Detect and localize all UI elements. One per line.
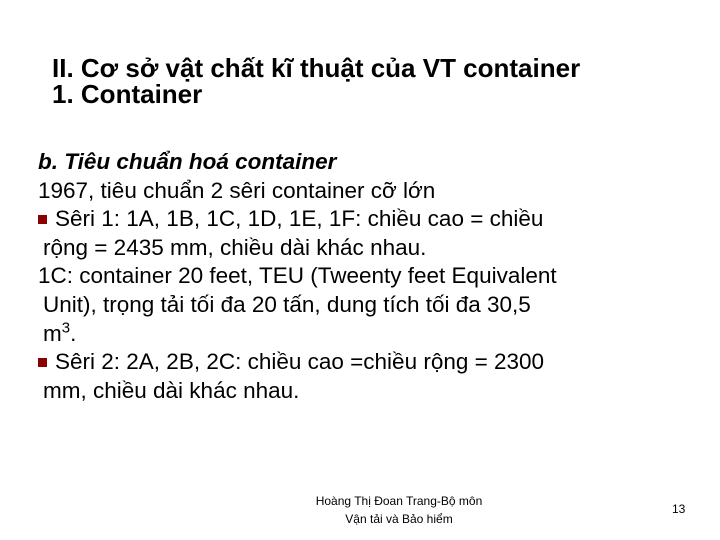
bullet-item-2: [38, 348, 698, 377]
square-bullet-icon: [38, 358, 47, 367]
slide-body: [38, 148, 698, 405]
unit-tail: .: [70, 320, 77, 346]
paragraph-2-line-1: 1C: container 20 feet, TEU (Tweenty feet Equivalent: [38, 263, 557, 289]
subheading: b. Tiêu chuẩn hoá container: [38, 149, 337, 174]
footer-line-2: Vận tải và Bảo hiểm: [345, 512, 453, 526]
unit-superscript: 3: [61, 319, 71, 337]
bullet-1-text: Sêri 1: 1A, 1B, 1C, 1D, 1E, 1F: chiều cao = chiều: [55, 206, 544, 232]
title-line-2: 1. Container: [52, 79, 203, 109]
intro-line: 1967, tiêu chuẩn 2 sêri container cỡ lớn: [38, 177, 436, 203]
square-bullet-icon: [38, 215, 47, 224]
title-line-1: II. Cơ sở vật chất kĩ thuật của VT container: [52, 53, 581, 83]
paragraph-2-line-3: [38, 320, 698, 349]
bullet-2-text: Sêri 2: 2A, 2B, 2C: chiều cao =chiều rộng = 2300: [55, 349, 545, 375]
paragraph-2-line-2: Unit), trọng tải tối đa 20 tấn, dung tích tối đa 30,5: [43, 291, 531, 317]
slide-title: [52, 55, 692, 107]
bullet-1-continuation: rộng = 2435 mm, chiều dài khác nhau.: [43, 234, 427, 260]
footer-author: [288, 492, 510, 528]
bullet-item-1: [38, 205, 698, 234]
footer-line-1: Hoàng Thị Đoan Trang-Bộ môn: [315, 494, 483, 508]
unit-base: m: [43, 320, 62, 346]
bullet-2-continuation: mm, chiều dài khác nhau.: [43, 377, 300, 403]
page-number: 13: [672, 502, 686, 516]
